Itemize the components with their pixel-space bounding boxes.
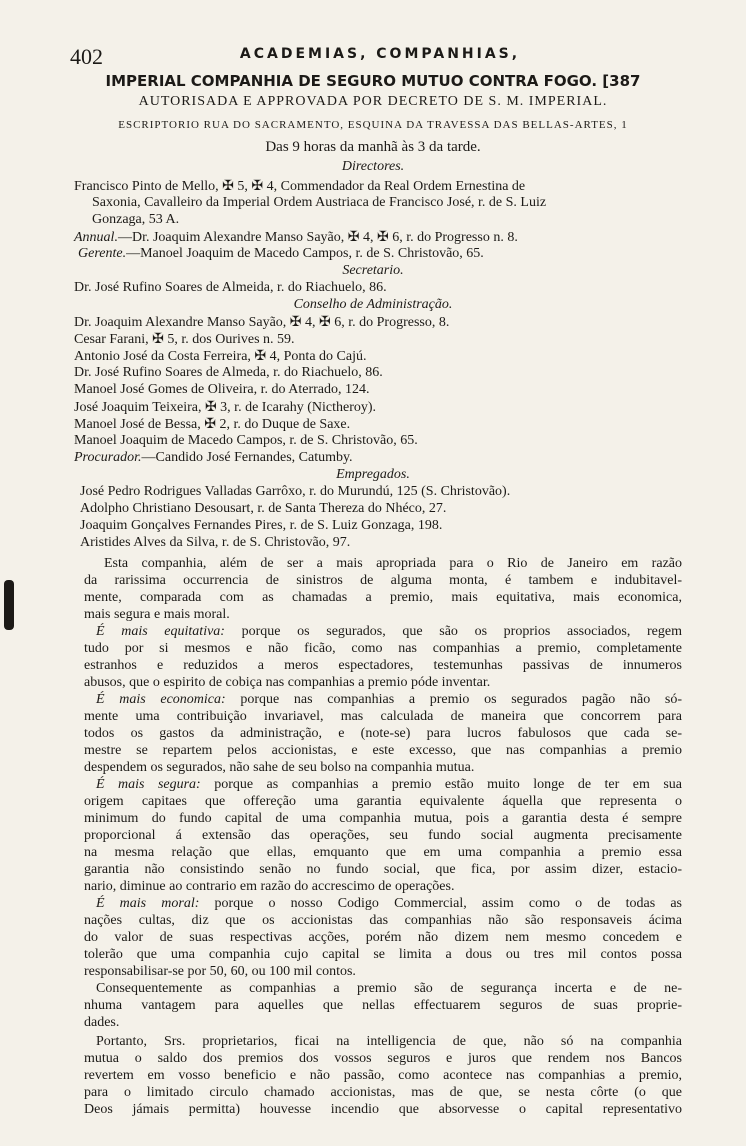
body-line: Esta companhia, além de ser a mais apropriada para o Rio de Janeiro em razão xyxy=(104,556,682,571)
body-line: tolerão que uma companhia cujo capital se limita a dous ou tres mil contos possa xyxy=(84,947,682,962)
director-line: Gonzaga, 53 A. xyxy=(92,212,180,227)
body-line: nhuma vantagem para aquelles que nellas effectuarem seguros de suas proprie- xyxy=(84,998,682,1013)
body-line: garantia não consistindo senão no fundo social, que fica, por assim dizer, estacio- xyxy=(84,862,682,877)
body-line: proporcional á extensão das operações, seu fundo social augmenta precisamente xyxy=(84,828,682,843)
procurador-line: Procurador.—Candido José Fernandes, Catumby. xyxy=(74,450,353,465)
body-line: mais segura e mais moral. xyxy=(84,607,230,622)
list-item: Manoel José Gomes de Oliveira, r. do Aterrado, 124. xyxy=(74,382,370,397)
list-item: Joaquim Gonçalves Fernandes Pires, r. de S. Luiz Gonzaga, 198. xyxy=(80,518,443,533)
body-line: despendem os segurados, não sahe de seu bolso na companhia mutua. xyxy=(84,760,475,775)
authorization-line: AUTORISADA E APPROVADA POR DECRETO DE S. M. IMPERIAL. xyxy=(138,94,608,109)
running-title: ACADEMIAS, COMPANHIAS, xyxy=(239,46,521,62)
list-item: Dr. Joaquim Alexandre Manso Sayão, ✠ 4, ✠ 6, r. do Progresso, 8. xyxy=(74,315,450,330)
body-line: estranhos e reduzidos a meros espectadores, testemunhas passivas de innumeros xyxy=(84,658,682,673)
body-line: mente uma contribuição invariavel, mas calculada de maneira que concorrem para xyxy=(84,709,682,724)
body-line: Deos jámais permitta) houvesse incendio que absorvesse o capital representativo xyxy=(84,1102,682,1117)
body-line: Consequentemente as companhias a premio são de segurança incerta e de ne- xyxy=(96,981,682,996)
body-line: minimum do fundo capital de uma companhia mutua, pois a garantia desta é sempre xyxy=(84,811,682,826)
body-line: revertem em vosso beneficio e não passão, como acontece nas companhias a premio, xyxy=(84,1068,682,1083)
secretario-line: Dr. José Rufino Soares de Almeida, r. do Riachuelo, 86. xyxy=(74,280,387,295)
body-line: É mais segura: porque as companhias a premio estão muito longe de ter em sua xyxy=(96,777,682,792)
body-line: responsabilisar-se por 50, 60, ou 100 mil contos. xyxy=(84,964,356,979)
conselho-heading: Conselho de Administração. xyxy=(293,297,453,312)
body-line: É mais moral: porque o nosso Codigo Commercial, assim como o de todas as xyxy=(96,896,682,911)
office-address: ESCRIPTORIO RUA DO SACRAMENTO, ESQUINA DA TRAVESSA DAS BELLAS-ARTES, 1 xyxy=(118,119,628,131)
body-line: para o limitado circulo chamado accionistas, mas de que, se nesta côrte (o que xyxy=(84,1085,682,1100)
office-hours: Das 9 horas da manhã às 3 da tarde. xyxy=(265,139,481,155)
body-line: dades. xyxy=(84,1015,120,1030)
director-line: Francisco Pinto de Mello, ✠ 5, ✠ 4, Commendador da Real Ordem Ernestina de xyxy=(74,179,526,194)
list-item: Manoel Joaquim de Macedo Campos, r. de S. Christovão, 65. xyxy=(74,433,418,448)
body-line: da rarissima occurrencia de sinistros de alguma monta, é tambem e indubitavel- xyxy=(84,573,682,588)
body-line: É mais equitativa: porque os segurados, que são os proprios associados, regem xyxy=(96,624,683,639)
annual-line: Annual.—Dr. Joaquim Alexandre Manso Sayão, ✠ 4, ✠ 6, r. do Progresso n. 8. xyxy=(74,230,518,245)
company-name: IMPERIAL COMPANHIA DE SEGURO MUTUO CONTRA FOGO. [387 xyxy=(105,72,641,90)
body-line: todos os gastos da administração, e (note-se) para lucros fabulosos que cada se- xyxy=(84,726,682,741)
body-line: origem capitaes que offereção uma garantia equivalente áquella que representa o xyxy=(84,794,682,809)
list-item: Dr. José Rufino Soares de Almeda, r. do Riachuelo, 86. xyxy=(74,365,383,380)
body-line: nações cultas, diz que os accionistas das companhias não são responsaveis ácima xyxy=(84,913,682,928)
body-line: na mesma relação que ellas, emquanto que em uma companhia a premio essa xyxy=(84,845,682,860)
list-item: José Pedro Rodrigues Valladas Garrôxo, r. do Murundú, 125 (S. Christovão). xyxy=(80,484,511,499)
empregados-heading: Empregados. xyxy=(336,467,410,482)
list-item: Antonio José da Costa Ferreira, ✠ 4, Ponta do Cajú. xyxy=(74,349,367,364)
body-line: nario, diminue ao contrario em razão do accrescimo de operações. xyxy=(84,879,455,894)
page-number: 402 xyxy=(70,44,103,69)
director-line: Saxonia, Cavalleiro da Imperial Ordem Austriaca de Francisco José, r. de S. Luiz xyxy=(92,195,547,210)
body-line: tudo por si mesmos e não ficão, como nas companhias a premio, completamente xyxy=(84,641,682,656)
body-line: mente, comparada com as chamadas a premio, mais equitativa, mais economica, xyxy=(84,590,682,605)
body-line: mutua o saldo dos premios dos vossos seguros e juros que rendem nos Bancos xyxy=(84,1051,682,1066)
gerente-line: Gerente.—Manoel Joaquim de Macedo Campos, r. de S. Christovão, 65. xyxy=(78,246,484,261)
body-line: É mais economica: porque nas companhias a premio os segurados pagão não só- xyxy=(96,692,682,707)
scan-ink-mark xyxy=(4,580,14,630)
list-item: Manoel José de Bessa, ✠ 2, r. do Duque de Saxe. xyxy=(74,417,351,432)
list-item: Aristides Alves da Silva, r. de S. Christovão, 97. xyxy=(80,535,351,550)
list-item: Cesar Farani, ✠ 5, r. dos Ourives n. 59. xyxy=(74,332,295,347)
list-item: José Joaquim Teixeira, ✠ 3, r. de Icarahy (Nictheroy). xyxy=(74,400,377,415)
body-line: do valor de suas respectivas acções, porém não dizem nem mesmo concedem e xyxy=(84,930,682,945)
secretario-heading: Secretario. xyxy=(342,263,404,278)
directores-heading: Directores. xyxy=(341,159,405,174)
body-line: Portanto, Srs. proprietarios, ficai na intelligencia de que, não só na companhia xyxy=(96,1034,682,1049)
list-item: Adolpho Christiano Desousart, r. de Santa Thereza do Nhéco, 27. xyxy=(80,501,447,516)
body-line: abusos, que o espirito de cobiça nas companhias a premio póde inventar. xyxy=(84,675,491,690)
body-line: mestre se repartem pelos accionistas, e este excesso, que nas companhias a premio xyxy=(84,743,682,758)
